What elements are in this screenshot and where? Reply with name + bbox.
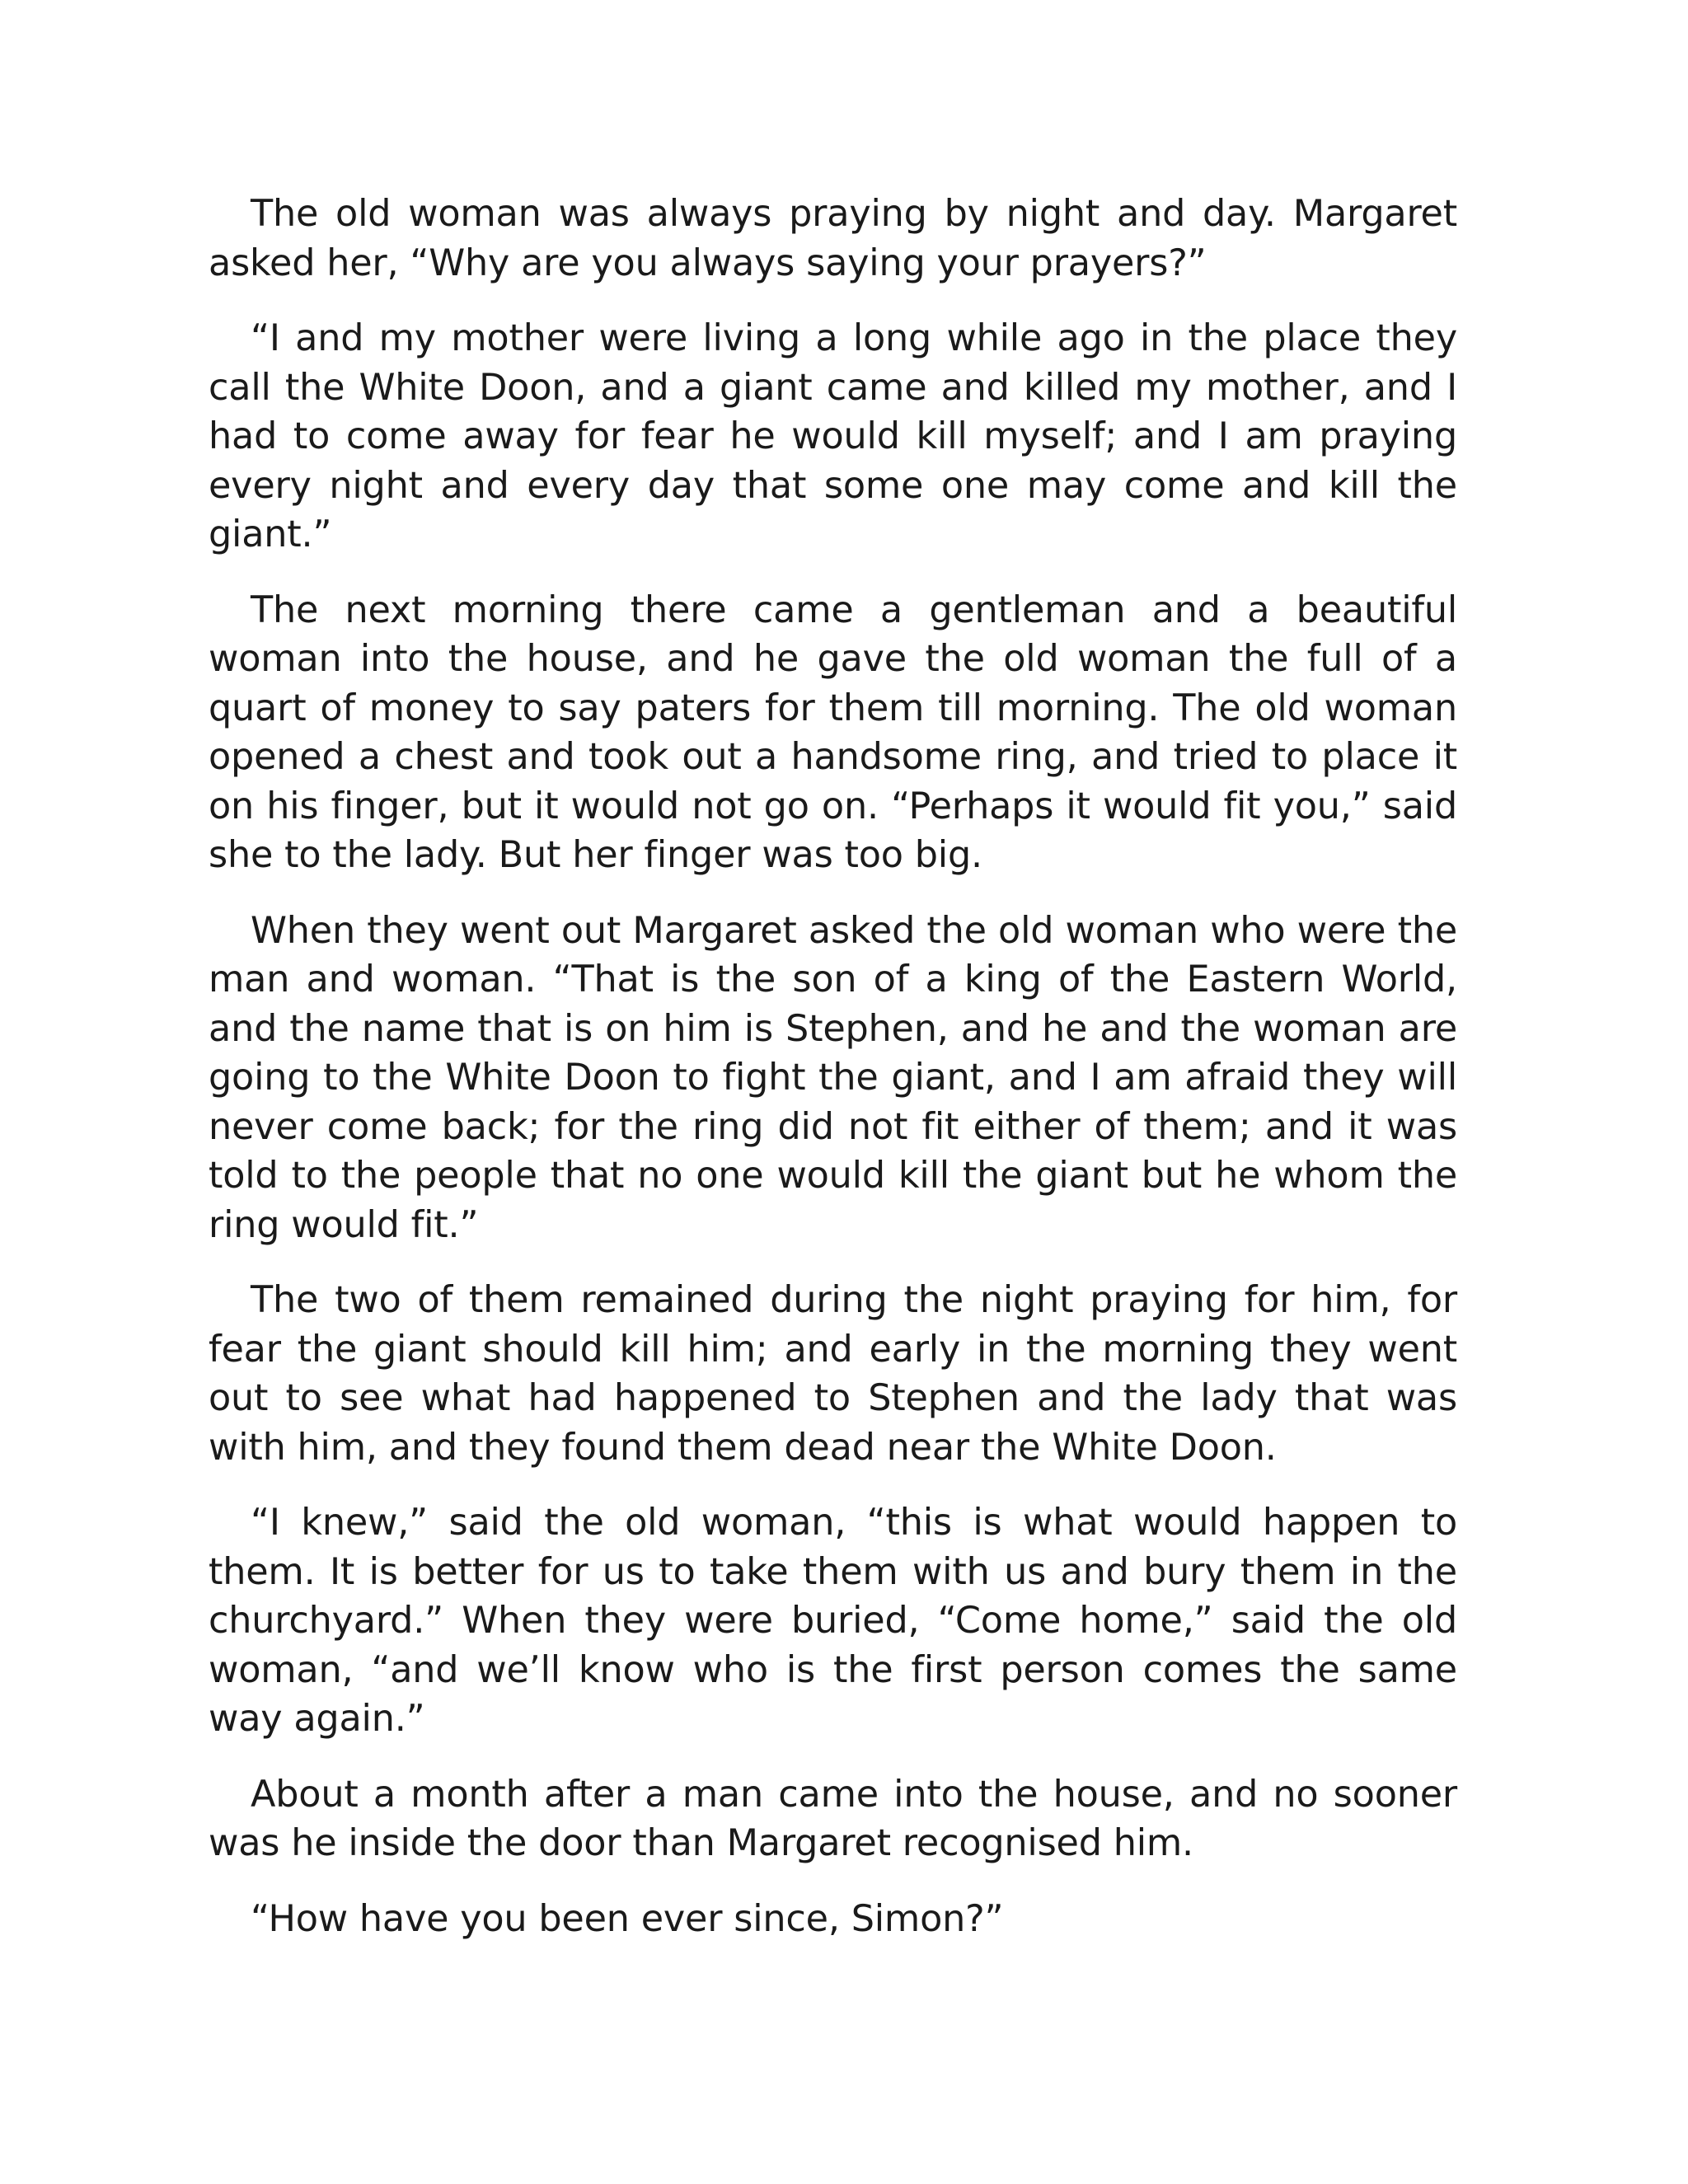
- paragraph-4: When they went out Margaret asked the old woman who were the man and woman. “That is the son of a king of the Eastern World, and the name that is on him is Stephen, and he and the woman are going to the White Doon to fight the giant, and I am afraid they will never come back; for the ring did not fit either of them; and it was told to the people that no one would kill the giant but he whom the ring would fit.”: [209, 909, 1457, 1246]
- paragraph-6: “I knew,” said the old woman, “this is what would happen to them. It is better for us to take them with us and bury them in the churchyard.” When they were buried, “Come home,” said the old woman, “and we’ll know who is the first person comes the same way again.”: [209, 1502, 1457, 1740]
- page-body: [209, 190, 1457, 1970]
- paragraph-2: “I and my mother were living a long while ago in the place they call the White Doon, and a giant came and killed my mother, and I had to come away for fear he would kill myself; and I am praying every night and every day that some one may come and kill the giant.”: [209, 317, 1457, 555]
- paragraph-7: About a month after a man came into the house, and no sooner was he inside the door than Margaret recognised him.: [209, 1773, 1457, 1864]
- paragraph-1: The old woman was always praying by night and day. Margaret asked her, “Why are you always saying your prayers?”: [209, 193, 1457, 284]
- paragraph-3: The next morning there came a gentleman and a beautiful woman into the house, and he gave the old woman the full of a quart of money to say paters for them till morning. The old woman opened a chest and took out a handsome ring, and tried to place it on his finger, but it would not go on. “Perhaps it would fit you,” said she to the lady. But her finger was too big.: [209, 588, 1457, 876]
- paragraph-8: “How have you been ever since, Simon?”: [251, 1897, 1004, 1940]
- paragraph-5: The two of them remained during the night praying for him, for fear the giant should kill him; and early in the morning they went out to see what had happened to Stephen and the lady that was with him, and they found them dead near the White Doon.: [209, 1279, 1457, 1469]
